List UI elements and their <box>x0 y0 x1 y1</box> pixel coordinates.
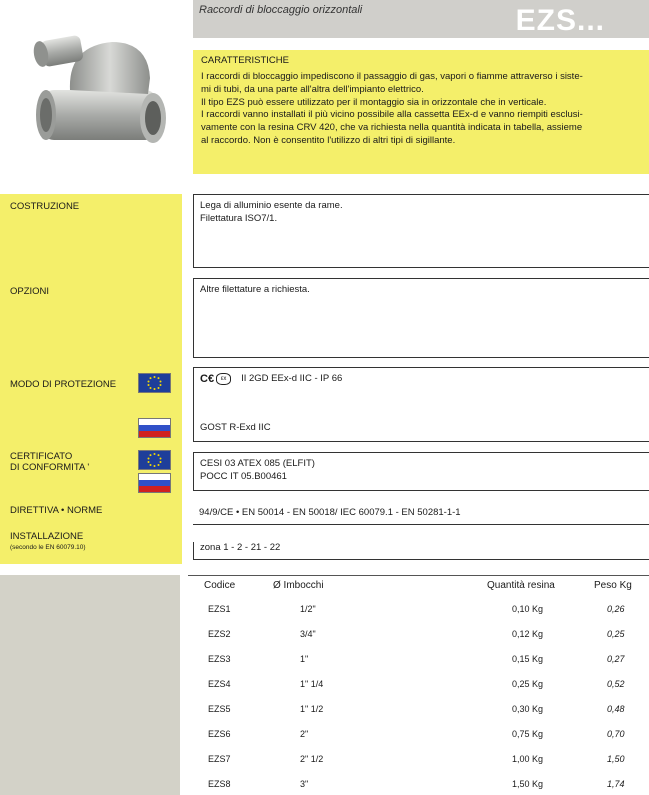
cell-code: EZS1 <box>208 604 231 614</box>
options-text: Altre filettature a richiesta. <box>200 284 310 295</box>
cell-resin: 1,00 Kg <box>512 754 544 764</box>
cell-diameter: 1" <box>300 654 309 664</box>
protection-label: MODO DI PROTEZIONE <box>10 379 117 390</box>
cell-diameter: 2" 1/2 <box>300 754 324 764</box>
cell-weight: 1,50 <box>607 754 625 764</box>
characteristics-title: CARATTERISTICHE <box>201 55 289 66</box>
cell-code: EZS6 <box>208 729 231 739</box>
characteristics-line: Il tipo EZS può essere utilizzato per il montaggio sia in orizzontale che in verticale. <box>201 96 547 108</box>
cell-resin: 1,50 Kg <box>512 779 544 789</box>
cell-resin: 0,75 Kg <box>512 729 544 739</box>
cell-weight: 0,48 <box>607 704 625 714</box>
cell-weight: 0,52 <box>607 679 625 689</box>
eu-flag-icon <box>138 373 171 393</box>
protection-marking-row <box>200 373 649 386</box>
cell-weight: 0,25 <box>607 629 625 639</box>
certificate-label-line2: DI CONFORMITA ' <box>10 462 90 473</box>
installation-note: (secondo le EN 60079.10) <box>10 544 86 551</box>
directive-label: DIRETTIVA • NORME <box>10 505 103 516</box>
cell-code: EZS8 <box>208 779 231 789</box>
eu-marking: II 2GD EEx-d IIC - IP 66 <box>241 373 343 384</box>
product-photo <box>20 28 180 173</box>
certificate-label-line1: CERTIFICATO <box>10 451 73 462</box>
characteristics-line: vamente con la resina CRV 420, che va richiesta nella quantità indicata in tabella, assieme <box>201 122 583 134</box>
characteristics-line: mi di tubi, da una parte all'altra dell'impianto elettrico. <box>201 83 424 95</box>
table-side-panel <box>0 575 180 795</box>
header-subtitle: Raccordi di bloccaggio orizzontali <box>199 4 363 16</box>
installation-label: INSTALLAZIONE <box>10 531 84 542</box>
cell-code: EZS7 <box>208 754 231 764</box>
characteristics-line: I raccordi vanno installati il più vicino possibile alla cassetta EEx-d e vanno riempiti esclusi- <box>201 109 583 121</box>
cell-diameter: 1" 1/4 <box>300 679 324 689</box>
russia-flag-icon <box>138 473 171 493</box>
table-header-weight: Peso Kg <box>594 580 632 591</box>
cell-resin: 0,30 Kg <box>512 704 544 714</box>
cell-diameter: 1" 1/2 <box>300 704 324 714</box>
characteristics-text <box>201 71 641 148</box>
cell-resin: 0,12 Kg <box>512 629 544 639</box>
cell-resin: 0,25 Kg <box>512 679 544 689</box>
options-box <box>193 278 649 358</box>
characteristics-line: I raccordi di bloccaggio impediscono il passaggio di gas, vapori o fiamme attraverso i siste- <box>201 71 583 82</box>
installation-value: zona 1 - 2 - 21 - 22 <box>193 542 649 560</box>
eu-flag-icon <box>138 450 171 470</box>
construction-label: COSTRUZIONE <box>10 201 80 212</box>
cell-weight: 0,27 <box>607 654 625 664</box>
characteristics-box <box>193 50 649 174</box>
certificate-line: POCC IT 05.B00461 <box>200 470 287 482</box>
cell-weight: 1,74 <box>607 779 625 789</box>
russia-flag-icon <box>138 418 171 438</box>
cell-code: EZS4 <box>208 679 231 689</box>
cell-resin: 0,15 Kg <box>512 654 544 664</box>
cell-resin: 0,10 Kg <box>512 604 544 614</box>
certificate-box <box>193 452 649 491</box>
cell-diameter: 3/4" <box>300 629 316 639</box>
cell-weight: 0,26 <box>607 604 625 614</box>
ce-mark-icon: C€ <box>200 373 215 385</box>
characteristics-line: al raccordo. Non è consentito l'utilizzo di altri tipi di sigillante. <box>201 134 456 146</box>
table-header-code: Codice <box>204 580 236 591</box>
options-label: OPZIONI <box>10 286 50 297</box>
product-code: EZS... <box>515 4 605 37</box>
cell-weight: 0,70 <box>607 729 625 739</box>
certificate-line: CESI 03 ATEX 085 (ELFIT) <box>200 458 315 469</box>
construction-box <box>193 194 649 268</box>
directive-value: 94/9/CE • EN 50014 - EN 50018/ IEC 60079.1 - EN 50281-1-1 <box>193 507 649 525</box>
table-header-resin: Quantità resina <box>487 580 555 591</box>
cell-code: EZS2 <box>208 629 231 639</box>
cell-diameter: 3" <box>300 779 309 789</box>
cell-code: EZS5 <box>208 704 231 714</box>
construction-line: Lega di alluminio esente da rame. <box>200 200 343 211</box>
table-header-diameter: Ø Imbocchi <box>273 580 324 591</box>
cell-code: EZS3 <box>208 654 231 664</box>
table-top-rule <box>188 575 649 576</box>
gost-marking: GOST R-Exd IIC <box>200 422 271 433</box>
protection-box <box>193 367 649 442</box>
cell-diameter: 1/2" <box>300 604 316 614</box>
construction-line: Filettatura ISO7/1. <box>200 212 278 224</box>
cell-diameter: 2" <box>300 729 309 739</box>
ex-mark-icon: εx <box>216 373 231 385</box>
